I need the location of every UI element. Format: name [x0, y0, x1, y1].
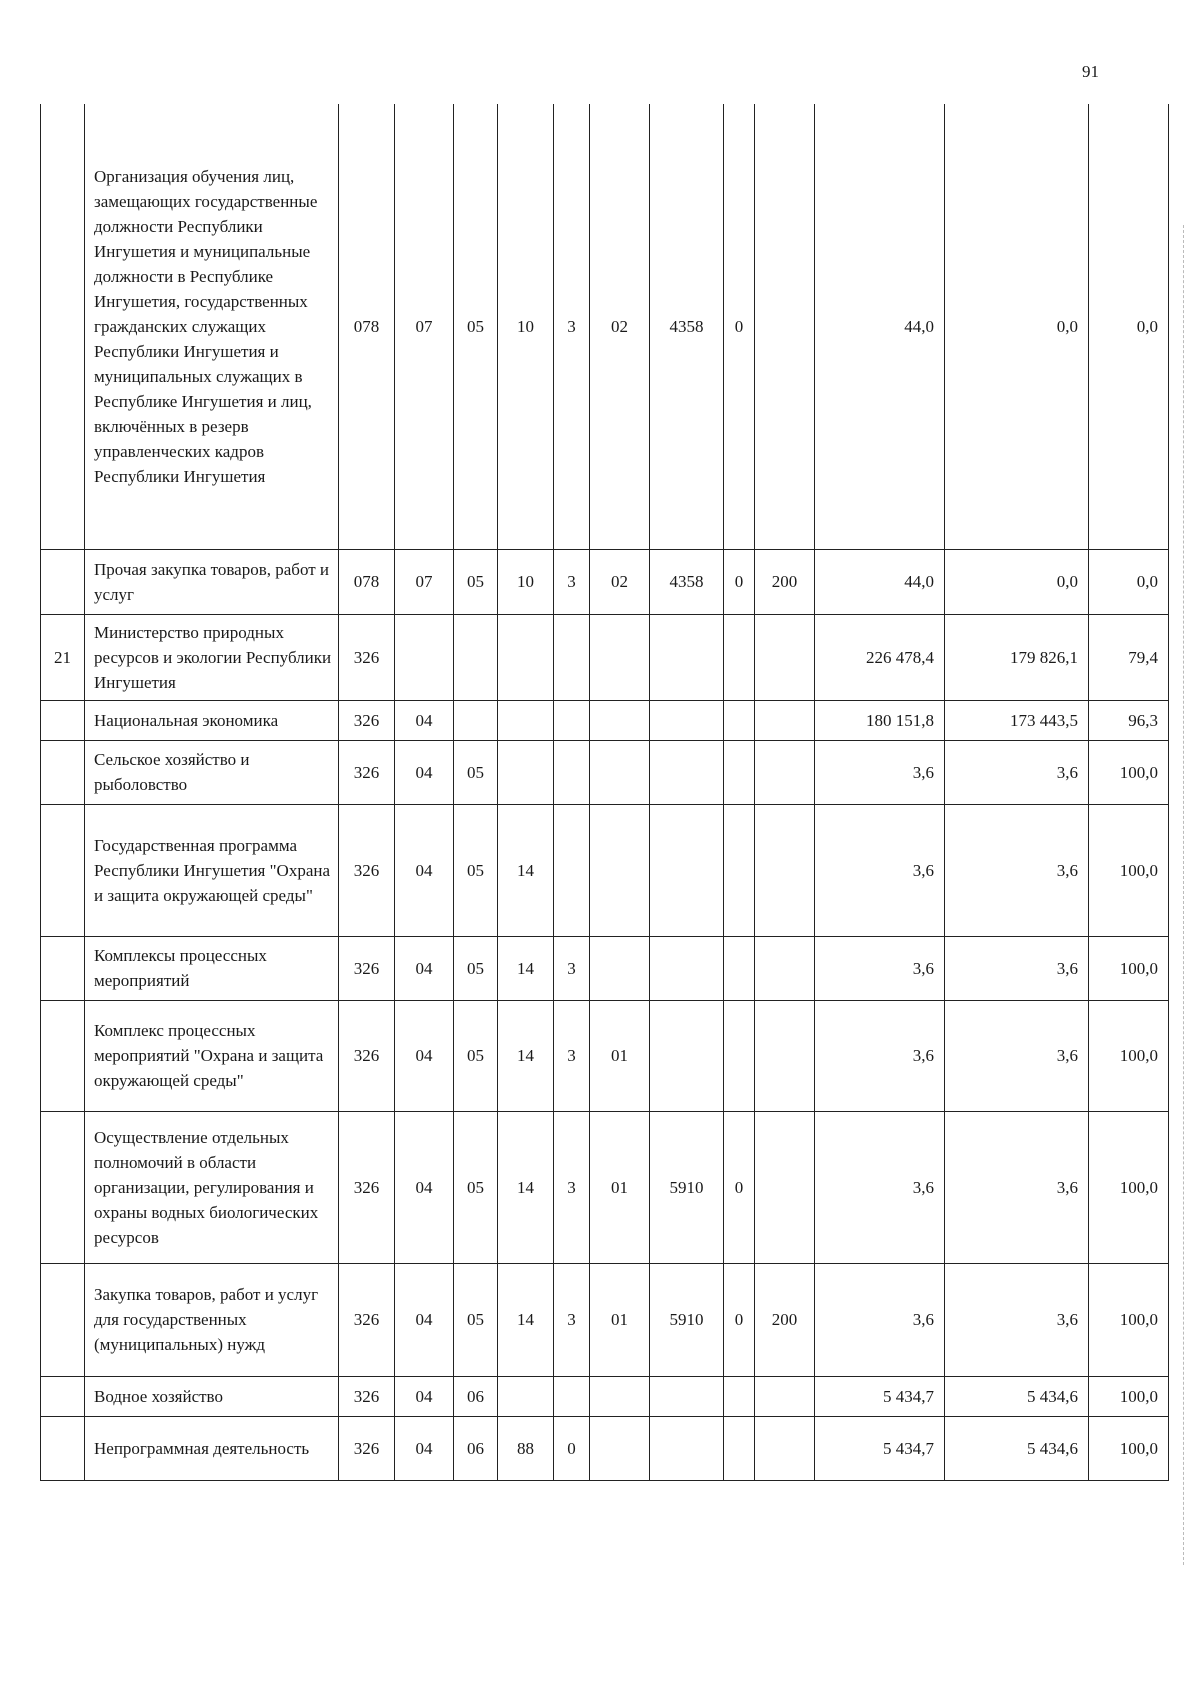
code-event-cell [590, 614, 650, 700]
table-row [41, 549, 1169, 614]
code-direction-cell [650, 936, 724, 1000]
code-section-cell: 04 [395, 1000, 454, 1111]
code-subsection-cell: 05 [454, 1000, 498, 1111]
code-section-cell: 04 [395, 1263, 454, 1376]
code-ministry-cell: 326 [339, 700, 395, 740]
code-subprogram-cell: 3 [554, 1111, 590, 1263]
executed-amount-cell: 0,0 [945, 549, 1089, 614]
planned-amount-cell: 5 434,7 [815, 1416, 945, 1480]
code-program-cell: 14 [498, 804, 554, 936]
planned-amount-cell: 3,6 [815, 1111, 945, 1263]
code-subsection-cell: 05 [454, 104, 498, 549]
code-subprogram-cell [554, 1376, 590, 1416]
code-program-cell: 14 [498, 1263, 554, 1376]
execution-percent-cell: 96,3 [1089, 700, 1169, 740]
code-ministry-cell: 326 [339, 1416, 395, 1480]
code-event-cell [590, 804, 650, 936]
row-index-cell [41, 1111, 85, 1263]
code-section-cell: 04 [395, 700, 454, 740]
code-subprogram-cell [554, 740, 590, 804]
code-program-cell: 14 [498, 936, 554, 1000]
code-subprogram-cell [554, 804, 590, 936]
code-event-cell: 02 [590, 104, 650, 549]
code-expense-type-cell [755, 936, 815, 1000]
code-program-cell [498, 700, 554, 740]
code-subprogram-cell [554, 614, 590, 700]
code-subsection-cell: 05 [454, 740, 498, 804]
code-program-cell: 10 [498, 104, 554, 549]
code-subprogram-cell: 3 [554, 1000, 590, 1111]
row-name-cell: Государственная программа Республики Ингушетия "Охрана и защита окружающей среды" [85, 804, 339, 936]
code-ministry-cell: 078 [339, 549, 395, 614]
code-subsection-cell: 06 [454, 1416, 498, 1480]
row-index-cell [41, 1376, 85, 1416]
code-expense-type-cell [755, 1416, 815, 1480]
row-name-cell: Комплексы процессных мероприятий [85, 936, 339, 1000]
executed-amount-cell: 3,6 [945, 740, 1089, 804]
page-number: 91 [1082, 62, 1099, 81]
code-section-cell [395, 614, 454, 700]
code-subprogram-cell: 3 [554, 549, 590, 614]
code-direction-cell: 4358 [650, 104, 724, 549]
code-ministry-cell: 326 [339, 804, 395, 936]
execution-percent-cell: 79,4 [1089, 614, 1169, 700]
code-event-cell: 02 [590, 549, 650, 614]
code-expense-type-cell [755, 614, 815, 700]
row-name-cell: Прочая закупка товаров, работ и услуг [85, 549, 339, 614]
planned-amount-cell: 226 478,4 [815, 614, 945, 700]
planned-amount-cell: 3,6 [815, 936, 945, 1000]
row-name-cell: Водное хозяйство [85, 1376, 339, 1416]
executed-amount-cell: 3,6 [945, 1000, 1089, 1111]
row-index-cell [41, 700, 85, 740]
code-section-cell: 07 [395, 104, 454, 549]
row-index-cell [41, 104, 85, 549]
code-subsection-cell: 05 [454, 804, 498, 936]
code-event-cell [590, 700, 650, 740]
code-section-cell: 04 [395, 936, 454, 1000]
execution-percent-cell: 100,0 [1089, 1000, 1169, 1111]
planned-amount-cell: 3,6 [815, 1000, 945, 1111]
code-expense-type-cell [755, 700, 815, 740]
code-section-cell: 04 [395, 1111, 454, 1263]
executed-amount-cell: 5 434,6 [945, 1416, 1089, 1480]
code-direction-cell [650, 1376, 724, 1416]
execution-percent-cell: 100,0 [1089, 804, 1169, 936]
code-direction-cell [650, 740, 724, 804]
row-name-cell: Комплекс процессных мероприятий "Охрана и защита окружающей среды" [85, 1000, 339, 1111]
code-direction-cell [650, 700, 724, 740]
row-index-cell [41, 1000, 85, 1111]
code-extra-cell [724, 614, 755, 700]
code-direction-cell [650, 804, 724, 936]
executed-amount-cell: 179 826,1 [945, 614, 1089, 700]
row-name-cell: Закупка товаров, работ и услуг для государственных (муниципальных) нужд [85, 1263, 339, 1376]
code-subsection-cell: 05 [454, 936, 498, 1000]
code-subsection-cell [454, 614, 498, 700]
code-expense-type-cell [755, 104, 815, 549]
code-ministry-cell: 078 [339, 104, 395, 549]
code-expense-type-cell [755, 1111, 815, 1263]
code-extra-cell [724, 804, 755, 936]
row-index-cell [41, 936, 85, 1000]
planned-amount-cell: 3,6 [815, 1263, 945, 1376]
code-event-cell: 01 [590, 1000, 650, 1111]
code-program-cell: 14 [498, 1000, 554, 1111]
code-direction-cell: 4358 [650, 549, 724, 614]
code-extra-cell: 0 [724, 549, 755, 614]
code-subprogram-cell: 3 [554, 104, 590, 549]
code-subsection-cell [454, 700, 498, 740]
code-extra-cell [724, 740, 755, 804]
execution-percent-cell: 0,0 [1089, 104, 1169, 549]
table-row [41, 1376, 1169, 1416]
code-direction-cell: 5910 [650, 1111, 724, 1263]
code-ministry-cell: 326 [339, 1111, 395, 1263]
table-row [41, 104, 1169, 549]
code-extra-cell: 0 [724, 1263, 755, 1376]
code-expense-type-cell: 200 [755, 549, 815, 614]
code-extra-cell [724, 1376, 755, 1416]
code-ministry-cell: 326 [339, 1000, 395, 1111]
code-event-cell [590, 740, 650, 804]
code-event-cell: 01 [590, 1263, 650, 1376]
table-row [41, 1263, 1169, 1376]
row-name-cell: Национальная экономика [85, 700, 339, 740]
table-row [41, 700, 1169, 740]
code-ministry-cell: 326 [339, 740, 395, 804]
code-extra-cell: 0 [724, 104, 755, 549]
execution-percent-cell: 100,0 [1089, 1416, 1169, 1480]
code-expense-type-cell [755, 804, 815, 936]
execution-percent-cell: 100,0 [1089, 1111, 1169, 1263]
code-extra-cell [724, 936, 755, 1000]
code-program-cell: 10 [498, 549, 554, 614]
code-expense-type-cell [755, 1376, 815, 1416]
budget-table [40, 104, 1169, 1481]
planned-amount-cell: 180 151,8 [815, 700, 945, 740]
executed-amount-cell: 3,6 [945, 1111, 1089, 1263]
code-extra-cell [724, 700, 755, 740]
table-row [41, 1416, 1169, 1480]
code-section-cell: 04 [395, 1376, 454, 1416]
scan-edge-line [1183, 225, 1184, 1565]
code-program-cell [498, 614, 554, 700]
executed-amount-cell: 5 434,6 [945, 1376, 1089, 1416]
code-ministry-cell: 326 [339, 1263, 395, 1376]
code-direction-cell [650, 614, 724, 700]
code-subsection-cell: 06 [454, 1376, 498, 1416]
code-program-cell [498, 1376, 554, 1416]
table-row [41, 740, 1169, 804]
code-event-cell [590, 1416, 650, 1480]
planned-amount-cell: 44,0 [815, 549, 945, 614]
table-row [41, 1000, 1169, 1111]
row-index-cell [41, 804, 85, 936]
code-ministry-cell: 326 [339, 936, 395, 1000]
table-row [41, 1111, 1169, 1263]
code-direction-cell [650, 1416, 724, 1480]
code-direction-cell [650, 1000, 724, 1111]
execution-percent-cell: 100,0 [1089, 1263, 1169, 1376]
planned-amount-cell: 5 434,7 [815, 1376, 945, 1416]
code-subprogram-cell: 3 [554, 1263, 590, 1376]
row-name-cell: Организация обучения лиц, замещающих государственные должности Республики Ингушетия и муниципальные должности в Республике Ингушетия, государственных гражданских служащих Республики Ингушетия и муниципальных служащих в Республике Ингушетия и лиц, включённых в резерв управленческих кадров Республики Ингушетия [85, 104, 339, 549]
code-subprogram-cell [554, 700, 590, 740]
code-event-cell [590, 936, 650, 1000]
execution-percent-cell: 100,0 [1089, 740, 1169, 804]
code-subsection-cell: 05 [454, 549, 498, 614]
row-index-cell [41, 1416, 85, 1480]
planned-amount-cell: 44,0 [815, 104, 945, 549]
code-program-cell [498, 740, 554, 804]
row-index-cell [41, 740, 85, 804]
code-extra-cell [724, 1000, 755, 1111]
code-subsection-cell: 05 [454, 1263, 498, 1376]
code-event-cell [590, 1376, 650, 1416]
row-index-cell [41, 1263, 85, 1376]
table-row [41, 936, 1169, 1000]
planned-amount-cell: 3,6 [815, 740, 945, 804]
execution-percent-cell: 100,0 [1089, 1376, 1169, 1416]
row-name-cell: Непрограммная деятельность [85, 1416, 339, 1480]
planned-amount-cell: 3,6 [815, 804, 945, 936]
code-ministry-cell: 326 [339, 614, 395, 700]
code-program-cell: 88 [498, 1416, 554, 1480]
table-body [41, 104, 1169, 1480]
table-row [41, 804, 1169, 936]
execution-percent-cell: 0,0 [1089, 549, 1169, 614]
code-subprogram-cell: 3 [554, 936, 590, 1000]
row-name-cell: Сельское хозяйство и рыболовство [85, 740, 339, 804]
execution-percent-cell: 100,0 [1089, 936, 1169, 1000]
executed-amount-cell: 3,6 [945, 1263, 1089, 1376]
code-expense-type-cell: 200 [755, 1263, 815, 1376]
code-event-cell: 01 [590, 1111, 650, 1263]
executed-amount-cell: 0,0 [945, 104, 1089, 549]
code-expense-type-cell [755, 740, 815, 804]
row-name-cell: Осуществление отдельных полномочий в области организации, регулирования и охраны водных биологических ресурсов [85, 1111, 339, 1263]
code-section-cell: 04 [395, 1416, 454, 1480]
code-section-cell: 07 [395, 549, 454, 614]
code-direction-cell: 5910 [650, 1263, 724, 1376]
code-ministry-cell: 326 [339, 1376, 395, 1416]
executed-amount-cell: 3,6 [945, 936, 1089, 1000]
row-index-cell: 21 [41, 614, 85, 700]
code-subsection-cell: 05 [454, 1111, 498, 1263]
code-section-cell: 04 [395, 804, 454, 936]
code-section-cell: 04 [395, 740, 454, 804]
code-subprogram-cell: 0 [554, 1416, 590, 1480]
code-expense-type-cell [755, 1000, 815, 1111]
table-row [41, 614, 1169, 700]
row-index-cell [41, 549, 85, 614]
executed-amount-cell: 3,6 [945, 804, 1089, 936]
row-name-cell: Министерство природных ресурсов и экологии Республики Ингушетия [85, 614, 339, 700]
code-extra-cell [724, 1416, 755, 1480]
code-extra-cell: 0 [724, 1111, 755, 1263]
executed-amount-cell: 173 443,5 [945, 700, 1089, 740]
code-program-cell: 14 [498, 1111, 554, 1263]
